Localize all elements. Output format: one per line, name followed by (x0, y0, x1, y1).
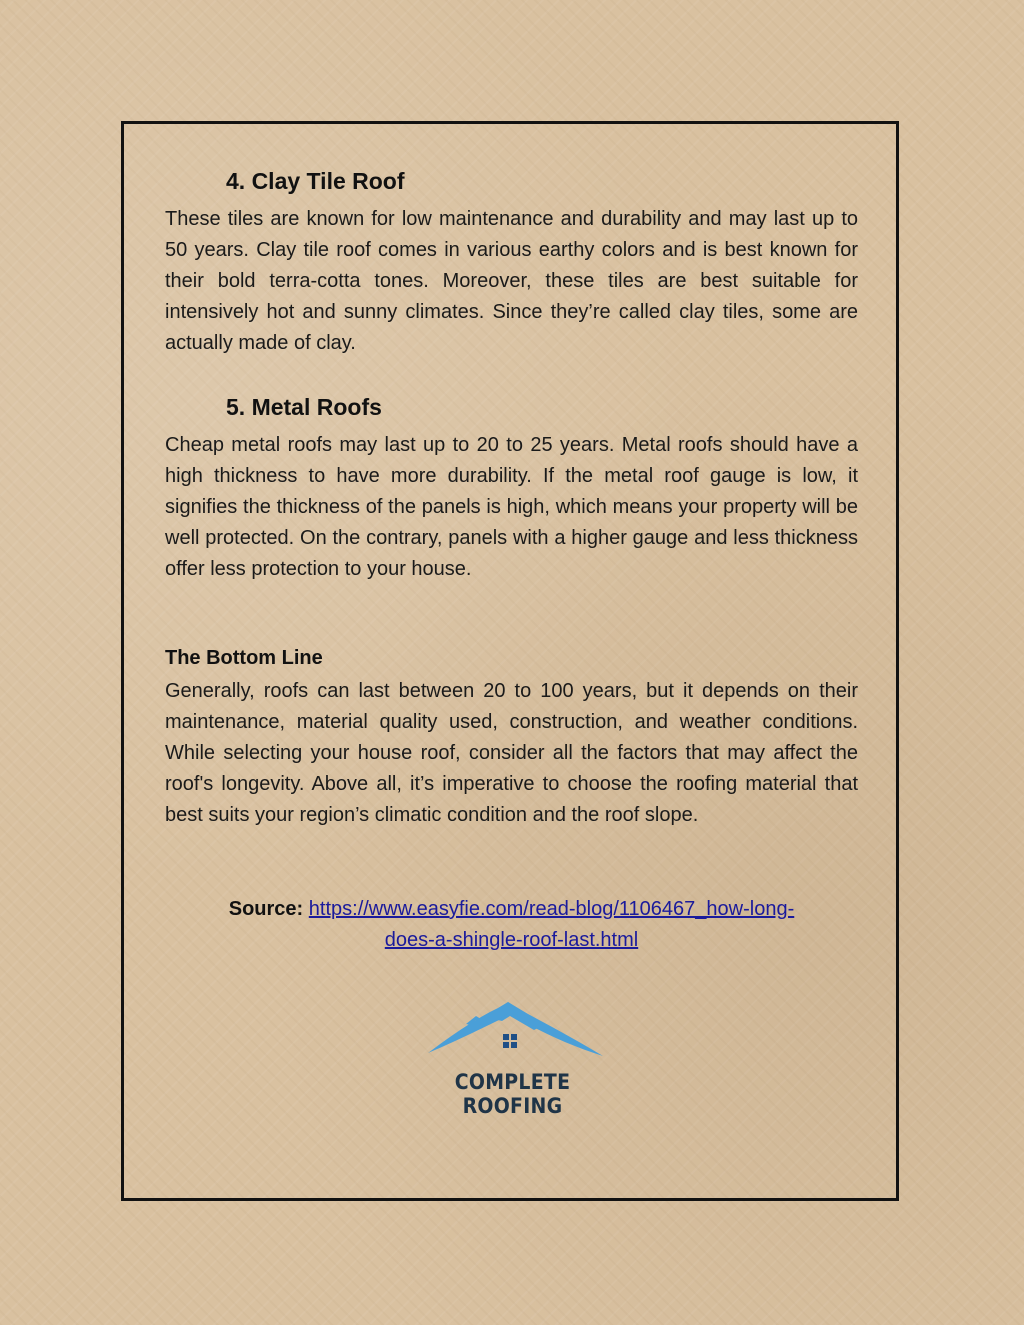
logo-text: COMPLETE ROOFING (454, 1070, 571, 1118)
section-body-metal-roofs: Cheap metal roofs may last up to 20 to 25 years. Metal roofs should have a high thickness to have more durability. If the metal roof gauge is low, it signifies the thickness of the panels is high, which means your property will be well protected. On the contrary, panels with a higher gauge and less thickness offer less protection to your house. (165, 434, 858, 580)
section-heading-metal-roofs: 5. Metal Roofs (226, 394, 382, 420)
source-link-line-1: https://www.easyfie.com/read-blog/1106467_how-long- (308, 898, 795, 920)
bottom-line-body: Generally, roofs can last between 20 to 100 years, but it depends on their maintenance, material quality used, construction, and weather conditions. While selecting your house roof, consider all the factors that may affect the roof's longevity. Above all, it’s imperative to choose the roofing material that best suits your region’s climatic condition and the roof slope. (165, 680, 858, 826)
house-roof-icon (428, 998, 603, 1066)
source-link-line-2: does-a-shingle-roof-last.html (384, 929, 639, 951)
source-label: Source: (228, 898, 304, 920)
source-citation (165, 894, 858, 956)
section-heading-clay-tile-roof: 4. Clay Tile Roof (226, 168, 405, 194)
source-link[interactable] (309, 898, 794, 951)
company-logo (390, 998, 635, 1118)
bottom-line-heading: The Bottom Line (165, 647, 323, 669)
section-body-clay-tile-roof: These tiles are known for low maintenance and durability and may last up to 50 years. Clay tile roof comes in various earthy colors and is best known for their bold terra-cotta tones. Moreover, these tiles are best suitable for intensively hot and sunny climates. Since they’re called clay tiles, some are actually made of clay. (165, 208, 858, 354)
